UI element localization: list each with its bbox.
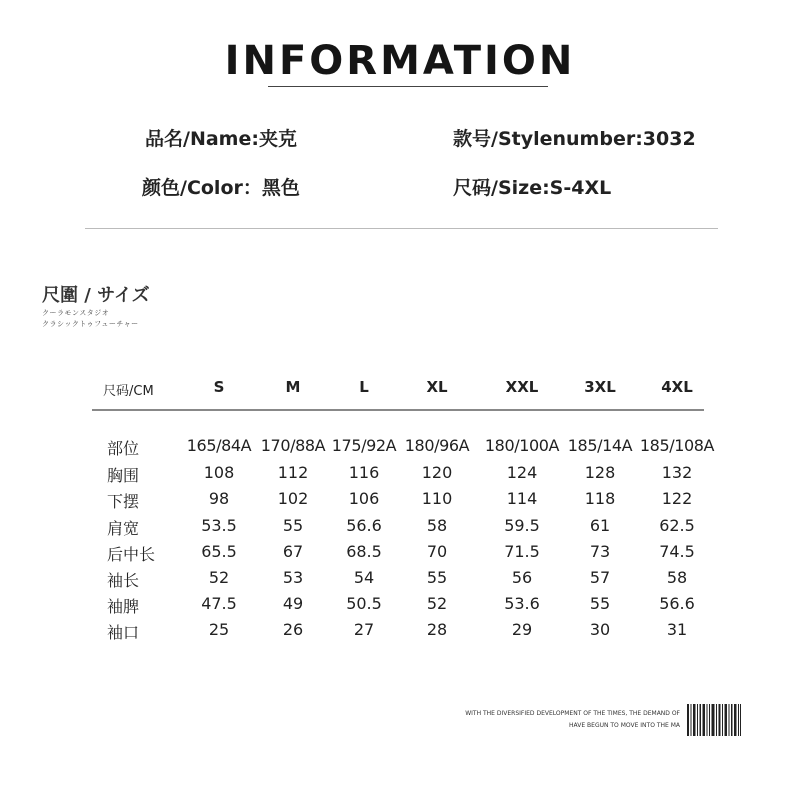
size-range: 尺码/Size:S-4XL <box>453 177 612 199</box>
table-cell: 56.6 <box>346 516 382 535</box>
row-label: 后中长 <box>107 545 156 564</box>
table-cell: 108 <box>203 463 235 482</box>
column-header: M <box>285 378 301 396</box>
table-cell: 55 <box>426 568 448 587</box>
column-header: S <box>213 378 225 396</box>
table-cell: 31 <box>666 620 688 639</box>
table-cell: 122 <box>661 489 693 508</box>
title-underline <box>268 86 548 87</box>
table-cell: 58 <box>426 516 448 535</box>
table-cell: 52 <box>426 594 448 613</box>
table-cell: 49 <box>282 594 304 613</box>
footer-text-line-2: HAVE BEGUN TO MOVE INTO THE MA <box>569 722 680 729</box>
table-cell: 120 <box>421 463 453 482</box>
footer-text-line-1: WITH THE DIVERSIFIED DEVELOPMENT OF THE TIMES, THE DEMAND OF <box>465 710 680 717</box>
row-label: 袖脾 <box>107 597 140 616</box>
table-cell: 67 <box>282 542 304 561</box>
table-cell: 59.5 <box>504 516 540 535</box>
table-cell: 74.5 <box>659 542 695 561</box>
column-header: XL <box>426 378 448 396</box>
table-cell: 185/14A <box>567 436 633 455</box>
table-cell: 50.5 <box>346 594 382 613</box>
table-cell: 180/100A <box>484 436 560 455</box>
table-cell: 27 <box>353 620 375 639</box>
table-cell: 128 <box>584 463 616 482</box>
table-cell: 56 <box>511 568 533 587</box>
table-cell: 112 <box>277 463 309 482</box>
table-cell: 180/96A <box>404 436 470 455</box>
section-divider <box>85 228 718 229</box>
table-cell: 132 <box>661 463 693 482</box>
table-cell: 65.5 <box>201 542 237 561</box>
row-label: 胸围 <box>107 466 140 485</box>
table-cell: 61 <box>589 516 611 535</box>
table-cell: 52 <box>208 568 230 587</box>
table-cell: 57 <box>589 568 611 587</box>
table-cell: 26 <box>282 620 304 639</box>
table-cell: 68.5 <box>346 542 382 561</box>
row-label: 肩宽 <box>107 519 140 538</box>
product-color: 颜色/Color：黑色 <box>142 177 300 199</box>
page-title: INFORMATION <box>224 38 576 84</box>
table-cell: 114 <box>506 489 538 508</box>
table-cell: 56.6 <box>659 594 695 613</box>
table-cell: 106 <box>348 489 380 508</box>
size-section-title: 尺圍 / サイズ <box>42 285 150 306</box>
table-cell: 28 <box>426 620 448 639</box>
table-cell: 185/108A <box>639 436 715 455</box>
table-cell: 170/88A <box>260 436 326 455</box>
table-header-line <box>92 409 704 411</box>
table-cell: 118 <box>584 489 616 508</box>
column-header: L <box>359 378 369 396</box>
table-cell: 53 <box>282 568 304 587</box>
barcode-icon <box>687 704 741 736</box>
column-header: 3XL <box>584 378 616 396</box>
product-name: 品名/Name:夹克 <box>145 128 297 150</box>
table-cell: 102 <box>277 489 309 508</box>
table-cell: 53.6 <box>504 594 540 613</box>
style-number: 款号/Stylenumber:3032 <box>453 128 696 150</box>
column-header: 4XL <box>661 378 693 396</box>
table-cell: 175/92A <box>331 436 397 455</box>
table-cell: 110 <box>421 489 453 508</box>
table-cell: 55 <box>282 516 304 535</box>
size-section-subtitle-1: クーラモンスタジオ <box>42 309 110 317</box>
table-corner-label: 尺码/CM <box>103 384 154 399</box>
table-cell: 165/84A <box>186 436 252 455</box>
table-cell: 53.5 <box>201 516 237 535</box>
column-header: XXL <box>505 378 539 396</box>
table-cell: 73 <box>589 542 611 561</box>
table-cell: 30 <box>589 620 611 639</box>
table-cell: 47.5 <box>201 594 237 613</box>
row-label: 袖长 <box>107 571 140 590</box>
table-cell: 98 <box>208 489 230 508</box>
table-cell: 70 <box>426 542 448 561</box>
table-cell: 116 <box>348 463 380 482</box>
size-section-subtitle-2: クラシックトゥフューチャー <box>42 320 139 328</box>
table-cell: 29 <box>511 620 533 639</box>
table-cell: 25 <box>208 620 230 639</box>
row-label: 下摆 <box>107 492 140 511</box>
table-cell: 71.5 <box>504 542 540 561</box>
table-cell: 54 <box>353 568 375 587</box>
table-cell: 124 <box>506 463 538 482</box>
row-label: 部位 <box>107 439 140 458</box>
table-cell: 58 <box>666 568 688 587</box>
table-cell: 62.5 <box>659 516 695 535</box>
table-cell: 55 <box>589 594 611 613</box>
row-label: 袖口 <box>107 623 140 642</box>
